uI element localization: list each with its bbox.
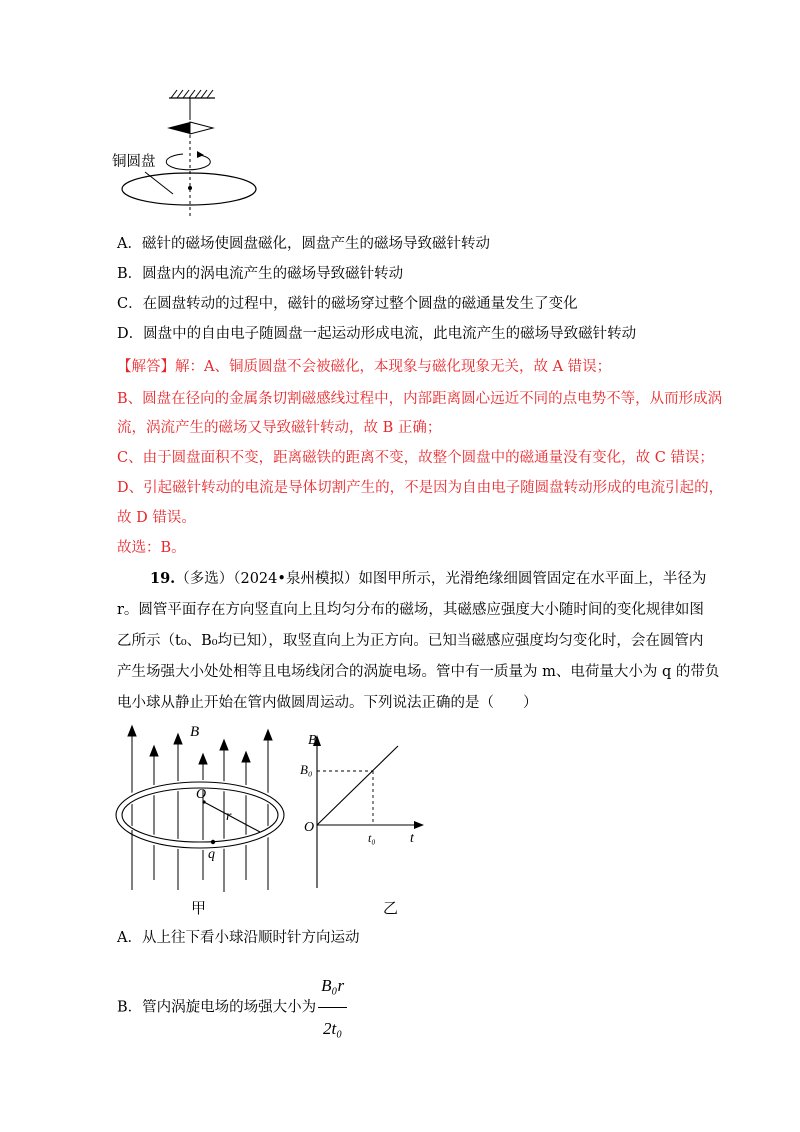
label-r: r xyxy=(226,809,232,824)
tick-label-b0: B₀ xyxy=(300,762,313,777)
question-19-line-2: r。圆管平面存在方向竖直向上且均匀分布的磁场，其磁感应强度大小随时间的变化规律如图 xyxy=(117,602,704,618)
question-19-text-1: （多选）（2024•泉州模拟）如图甲所示，光滑绝缘细圆管固定在水平面上，半径为 xyxy=(175,571,707,587)
figure-yi-graph xyxy=(300,730,430,895)
answer-line-5: D、引起磁针转动的电流是导体切割产生的，不是因为自由电子随圆盘转动形成的电流引起的， xyxy=(117,480,724,496)
option-a-q19: A．从上往下看小球沿顺时针方向运动 xyxy=(117,930,360,946)
axis-label-b: B xyxy=(308,733,317,748)
option-b-q19-text: B．管内涡旋电场的场强大小为 xyxy=(117,999,317,1016)
option-c-q18: C．在圆盘转动的过程中，磁针的磁场穿过整个圆盘的磁通量发生了变化 xyxy=(117,296,578,312)
answer-line-7: 故选：B。 xyxy=(117,540,186,556)
question-19-line-3: 乙所示（t₀、B₀均已知），取竖直向上为正方向。已知当磁感应强度均匀变化时，会在圆管内 xyxy=(117,633,704,649)
question-number: 19. xyxy=(150,570,176,587)
option-d-q18: D．圆盘中的自由电子随圆盘一起运动形成电流，此电流产生的磁场导致磁针转动 xyxy=(117,326,637,342)
option-a-q18: A．磁针的磁场使圆盘磁化，圆盘产生的磁场导致磁针转动 xyxy=(117,236,490,252)
answer-line-2: B、圆盘在径向的金属条切割磁感线过程中，内部距离圆心远近不同的点电势不等，从而形成涡 xyxy=(117,391,723,407)
copper-disk-label: 铜圆盘 xyxy=(112,154,156,170)
question-19-line-1 xyxy=(150,569,706,589)
label-q: q xyxy=(208,847,215,862)
label-b: B xyxy=(190,724,200,740)
origin-label: O xyxy=(304,820,315,835)
tick-label-t0: t₀ xyxy=(368,831,376,845)
fraction-denominator: 2t₀ xyxy=(323,1019,343,1038)
caption-jia: 甲 xyxy=(191,899,207,917)
fraction-numerator: B₀r xyxy=(318,966,347,1008)
fraction-b0r-over-2t0 xyxy=(318,966,347,1049)
answer-line-1: 【解答】解：A、铜质圆盘不会被磁化，本现象与磁化现象无关，故 A 错误； xyxy=(117,359,612,375)
label-o: O xyxy=(196,787,207,802)
question-19-line-4: 产生场强大小处处相等且电场线闭合的涡旋电场。管中有一质量为 m、电荷量大小为 q 的带负 xyxy=(117,664,720,680)
caption-yi: 乙 xyxy=(383,899,399,917)
figure-jia xyxy=(110,720,290,895)
answer-line-4: C、由于圆盘面积不变，距离磁铁的距离不变，故整个圆盘中的磁通量没有变化，故 C 错误； xyxy=(117,450,714,466)
axis-label-t: t xyxy=(410,831,414,846)
option-b-q18: B．圆盘内的涡电流产生的磁场导致磁针转动 xyxy=(117,266,404,282)
option-b-q19 xyxy=(117,966,347,1049)
answer-line-6: 故 D 错误。 xyxy=(117,510,196,526)
question-19-line-5: 电小球从静止开始在管内做圆周运动。下列说法正确的是（ ） xyxy=(117,695,538,711)
answer-line-3: 流，涡流产生的磁场又导致磁针转动，故 B 正确； xyxy=(117,420,442,436)
